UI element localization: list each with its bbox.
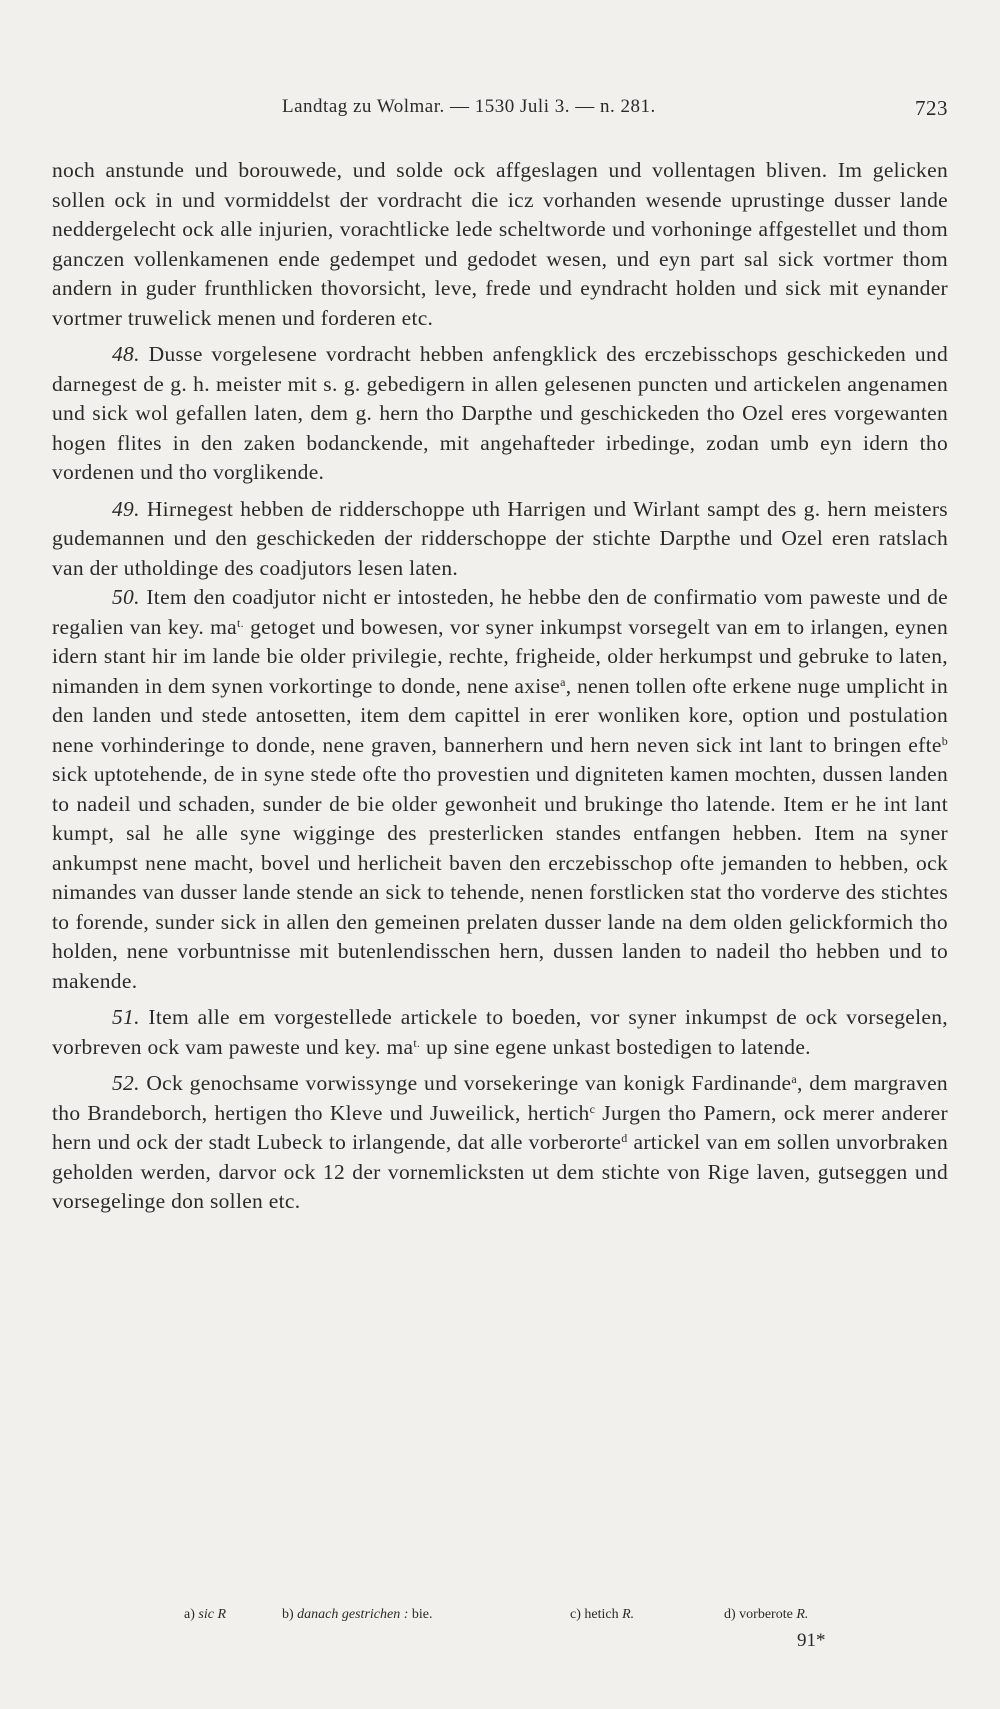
footnote-c xyxy=(570,1607,634,1623)
paragraph-text: Ock genochsame vorwissynge und vorsekeringe van konigk Fardinande xyxy=(146,1071,792,1095)
paragraph-text: sick uptotehende, de in syne stede ofte tho provestien und digniteten kamen mochten, dussen landen to nadeil und schaden, sunder de bie older gewonheit und brukinge tho latende. Item er he int lant kumpt, sal he alle syne wigginge des presterlicken standes entfangen hebben. Item na syner ankumpst nene macht, bovel und herlicheit baven den erczebisschop ofte jemanden to hebben, ock nimandes van dusser lande stende an sick to tehende, nenen forstlicken stat tho vorderve des stichtes to forende, sunder sick in allen den gemeinen prelaten dusser lande na dem olden gelickformich tho holden, nene vorbuntnisse mit butenlendisschen hern, dussen landen to nadeil tho hebben und to makende. xyxy=(52,762,948,993)
footnote-text: danach gestrichen : xyxy=(297,1607,409,1622)
paragraph-text: Hirnegest hebben de ridderschoppe uth Harrigen und Wirlant sampt des g. hern meisters gudemannen und den geschickeden der ridderschoppe der stichte Darpthe und Ozel eren ratslach van der utholdinge des coadjutors lesen laten. xyxy=(52,496,948,580)
paragraph-text: Jurgen tho Pamern, ock merer anderer hern und ock der stadt Lubeck to irlangende, dat alle vorberorte xyxy=(52,1100,948,1154)
footnote-marker: c xyxy=(589,1101,596,1116)
footnote-marker: a xyxy=(560,674,566,689)
paragraph-text: , dem margraven tho Brandeborch, hertigen tho Kleve und Juweilick, hertich xyxy=(52,1071,948,1125)
paragraph-51 xyxy=(52,1003,948,1062)
page-header xyxy=(52,96,948,126)
document-page xyxy=(52,0,948,1709)
paragraph-text: up sine egene unkast bostedigen to latende. xyxy=(420,1034,811,1059)
footnote-text: sic R xyxy=(198,1607,226,1622)
footnote-marker: d xyxy=(621,1131,628,1145)
footnotes xyxy=(52,1607,948,1629)
paragraph-number: 48. xyxy=(112,342,140,366)
page-number: 723 xyxy=(915,96,948,120)
footnote-marker: a xyxy=(791,1072,797,1086)
paragraph-number: 49. xyxy=(112,496,140,521)
footnote-a xyxy=(184,1607,226,1623)
footnote-text: R. xyxy=(622,1607,635,1622)
paragraph-48 xyxy=(52,340,948,488)
paragraph-text: artickel van em sollen unvorbraken geholden werden, darvor ock 12 der vornemlicksten ut dem stichte von Rige laven, gutseggen und vorsegelinge don sollen etc. xyxy=(52,1130,948,1213)
abbrev-superscript: t. xyxy=(237,615,244,630)
footnote-b xyxy=(282,1607,432,1623)
printer-signature: 91* xyxy=(797,1630,826,1651)
paragraph-text: , nenen tollen ofte erkene nuge umplicht in den landen und stede antosetten, item dem capittel in erer wonliken kore, option und postulation nene vorhinderinge to donde, nene graven, bannerhern und hern neven sick int lant to bringen efte xyxy=(52,673,948,757)
footnote-text: vorberote xyxy=(739,1607,793,1622)
paragraph-text: getoget und bowesen, vor syner inkumpst vorsegelt van em to irlangen, eynen idern stant hir im lande bie older privilegie, rechte, frigheide, older herkumpst und gebruke to laten, nimanden in dem synen vorkortinge to donde, nene axise xyxy=(52,614,948,698)
paragraph-number: 50. xyxy=(112,585,140,609)
paragraph-49 xyxy=(52,495,948,584)
footnote-label: b) xyxy=(282,1607,294,1622)
paragraph-text: Dusse vorgelesene vordracht hebben anfengklick des erczebisschops geschickeden und darnegest de g. h. meister mit s. g. gebedigern in allen gelesenen puncten und artickelen angenamen und sick wol gefallen laten, dem g. hern tho Darpthe und geschickeden tho Ozel eres vorgewanten hogen flites in den zaken bodanckende, mit angehafteder irbedinge, zodan umb eyn idern tho vordenen und tho vorglikende. xyxy=(52,342,948,484)
footnote-text: hetich xyxy=(584,1607,619,1622)
paragraph-text: Item den coadjutor nicht er intosteden, he hebbe den de confirmatio vom paweste und de regalien van key. ma xyxy=(52,585,948,639)
paragraph-continued: noch anstunde und borouwede, und solde ock affgeslagen und vollentagen bliven. Im gelicken sollen ock in und vormiddelst der vordracht die icz vorhanden wesende uprustinge dusser lande neddergelecht ock alle injurien, vorachtlicke lede scheltworde und vorhoninge affgestellet und thom ganczen vollenkamenen ende gedempet und gedodet wesen, und eyn part sal sick vortmer thom andern in guder frunthlicken thovorsicht, leve, frede und eyndracht holden und sick mit eynander vortmer truwelick menen und forderen etc. xyxy=(52,158,948,330)
footnote-text: bie. xyxy=(411,1607,433,1622)
paragraph-number: 51. xyxy=(112,1005,140,1029)
footnote-marker: b xyxy=(941,733,948,748)
paragraph-text: Item alle em vorgestellede artickele to boeden, vor syner inkumpst de ock vorsegelen, vorbreven ock vam paweste und key. ma xyxy=(52,1005,948,1059)
footnote-label: a) xyxy=(184,1607,195,1622)
footnote-d xyxy=(724,1607,808,1623)
footnote-label: c) xyxy=(570,1607,581,1622)
footnote-text: R. xyxy=(796,1607,809,1622)
paragraph-number: 52. xyxy=(112,1071,140,1095)
paragraph-52 xyxy=(52,1069,948,1217)
abbrev-superscript: t. xyxy=(413,1035,421,1050)
footnote-label: d) xyxy=(724,1607,736,1622)
paragraph-50 xyxy=(52,583,948,996)
body-text xyxy=(52,156,948,1217)
running-title: Landtag zu Wolmar. — 1530 Juli 3. — n. 281. xyxy=(282,96,656,117)
